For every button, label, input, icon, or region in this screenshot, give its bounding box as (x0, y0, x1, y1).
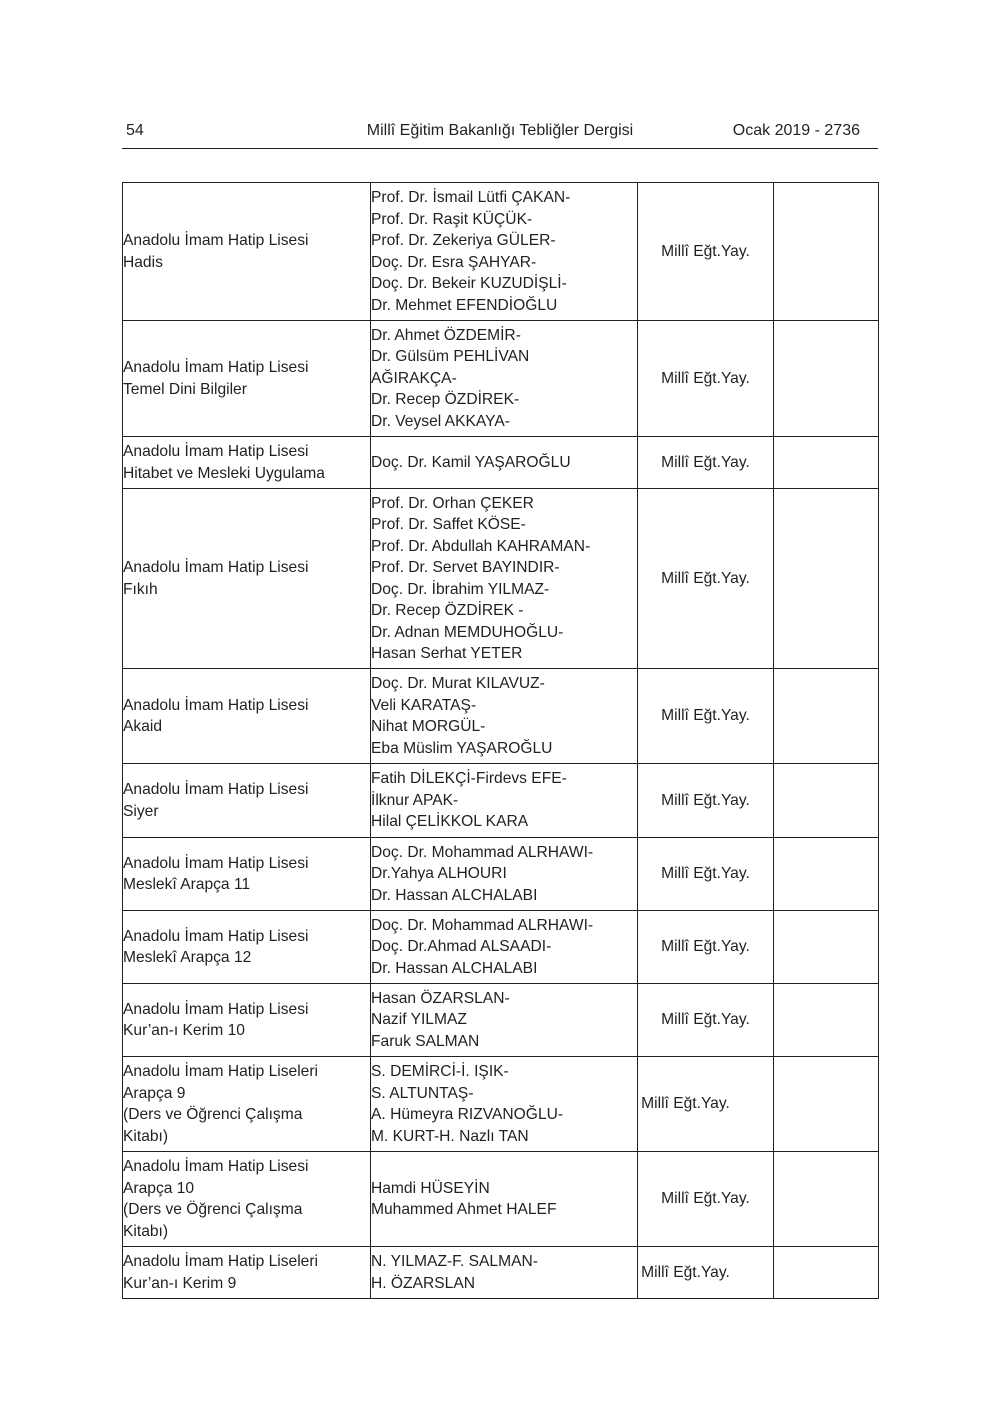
table-row (123, 838, 879, 911)
book-title-line: Anadolu İmam Hatip Lisesi (123, 854, 309, 872)
empty-cell (774, 911, 879, 984)
book-title-line: (Ders ve Öğrenci Çalışma (123, 1201, 303, 1218)
author-line: Dr. Recep ÖZDİREK - (371, 602, 524, 619)
empty-cell (774, 838, 879, 911)
publisher-cell: Millî Eğt.Yay. (638, 1057, 774, 1152)
publisher-cell: Millî Eğt.Yay. (638, 1247, 774, 1299)
book-title-line: Siyer (123, 802, 159, 820)
author-line: Hasan Serhat YETER (371, 645, 523, 662)
book-title-line: Kur’an-ı Kerim 9 (123, 1274, 237, 1292)
authors-cell (371, 1247, 638, 1299)
author-line: Dr. Gülsüm PEHLİVAN (371, 348, 530, 366)
author-line: Dr.Yahya ALHOURI (371, 865, 507, 883)
authors-cell (371, 669, 638, 764)
book-title-line: Anadolu İmam Hatip Liseleri (123, 1063, 319, 1080)
publisher-cell: Millî Eğt.Yay. (638, 764, 774, 838)
book-title-line: Anadolu İmam Hatip Liseleri (123, 1253, 319, 1270)
table-row (123, 764, 879, 838)
book-title-line: Temel Dini Bilgiler (123, 380, 247, 398)
empty-cell (774, 437, 879, 489)
book-title-line: Kur’an-ı Kerim 10 (123, 1022, 245, 1039)
author-line: Eba Müslim YAŞAROĞLU (371, 739, 553, 757)
author-line: Dr. Hassan ALCHALABI (371, 886, 538, 904)
book-title-line: Anadolu İmam Hatip Lisesi (123, 781, 309, 798)
author-line: A. Hümeyra RIZVANOĞLU- (371, 1106, 564, 1123)
publisher-cell: Millî Eğt.Yay. (638, 911, 774, 984)
author-line: Hasan ÖZARSLAN- (371, 989, 510, 1007)
author-line: Dr. Hassan ALCHALABI (371, 959, 538, 977)
page-header (122, 120, 878, 149)
book-title-line: Anadolu İmam Hatip Lisesi (123, 359, 309, 376)
table-row (123, 1057, 879, 1152)
table-row (123, 1152, 879, 1247)
empty-cell (774, 764, 879, 838)
author-line: Veli KARATAŞ- (371, 696, 477, 714)
publisher-cell: Millî Eğt.Yay. (638, 669, 774, 764)
author-line: Dr. Ahmet ÖZDEMİR- (371, 326, 521, 344)
book-title-cell (123, 437, 371, 489)
author-line: Doç. Dr.Ahmad ALSAADI- (371, 938, 552, 956)
book-title-cell (123, 1057, 371, 1152)
book-title-line: Hadis (123, 253, 163, 271)
book-title-cell (123, 321, 371, 437)
book-title-cell (123, 1247, 371, 1299)
book-title-line: Fıkıh (123, 580, 158, 598)
author-line: Nazif YILMAZ (371, 1011, 467, 1029)
book-title-cell (123, 669, 371, 764)
empty-cell (774, 1247, 879, 1299)
empty-cell (774, 321, 879, 437)
empty-cell (774, 1057, 879, 1152)
book-title-line: Anadolu İmam Hatip Lisesi (123, 1158, 309, 1175)
author-line: AĞIRAKÇA- (371, 369, 457, 387)
book-title-line: Kitabı) (123, 1222, 169, 1240)
book-title-line: Akaid (123, 718, 163, 735)
book-title-line: Meslekî Arapça 11 (123, 876, 251, 893)
authors-cell (371, 764, 638, 838)
author-line: H. ÖZARSLAN (371, 1274, 475, 1292)
author-line: Dr. Adnan MEMDUHOĞLU- (371, 623, 564, 641)
authors-cell (371, 838, 638, 911)
book-title-cell (123, 489, 371, 669)
author-line: Doç. Dr. Mohammad ALRHAWI- (371, 843, 594, 861)
book-title-line: Anadolu İmam Hatip Lisesi (123, 927, 309, 945)
table-row (123, 1247, 879, 1299)
empty-cell (774, 984, 879, 1057)
book-title-line: Anadolu İmam Hatip Lisesi (123, 443, 309, 460)
author-line: Dr. Veysel AKKAYA- (371, 412, 510, 430)
table-row (123, 437, 879, 489)
author-line: Prof. Dr. Saffet KÖSE- (371, 516, 526, 533)
author-line: Doç. Dr. Mohammad ALRHAWI- (371, 916, 594, 934)
author-line: Doç. Dr. Esra ŞAHYAR- (371, 253, 537, 271)
publisher-cell: Millî Eğt.Yay. (638, 437, 774, 489)
publisher-cell: Millî Eğt.Yay. (638, 838, 774, 911)
publisher-cell: Millî Eğt.Yay. (638, 489, 774, 669)
author-line: Faruk SALMAN (371, 1032, 480, 1050)
empty-cell (774, 489, 879, 669)
empty-cell (774, 1152, 879, 1247)
empty-cell (774, 183, 879, 321)
author-line: Fatih DİLEKÇİ-Firdevs EFE- (371, 770, 567, 788)
textbook-table-body (123, 183, 879, 1299)
publisher-cell: Millî Eğt.Yay. (638, 183, 774, 321)
author-line: Doç. Dr. Kamil YAŞAROĞLU (371, 453, 571, 471)
journal-title: Millî Eğitim Bakanlığı Tebliğler Dergisi (366, 122, 634, 139)
author-line: Prof. Dr. Abdullah KAHRAMAN- (371, 537, 591, 555)
page-number: 54 (126, 122, 144, 139)
book-title-cell (123, 183, 371, 321)
table-row (123, 321, 879, 437)
book-title-cell (123, 911, 371, 984)
book-title-line: Anadolu İmam Hatip Lisesi (123, 232, 309, 249)
author-line: Dr. Mehmet EFENDİOĞLU (371, 296, 558, 314)
author-line: S. DEMİRCİ-İ. IŞIK- (371, 1063, 509, 1080)
author-line: İlknur APAK- (371, 791, 459, 809)
authors-cell (371, 321, 638, 437)
table-row (123, 183, 879, 321)
author-line: Doç. Dr. Bekeir KUZUDİŞLİ- (371, 275, 567, 292)
empty-cell (774, 669, 879, 764)
author-line: S. ALTUNTAŞ- (371, 1084, 474, 1102)
authors-cell (371, 183, 638, 321)
author-line: Doç. Dr. İbrahim YILMAZ- (371, 580, 550, 598)
authors-cell (371, 437, 638, 489)
book-title-line: Kitabı) (123, 1127, 169, 1145)
author-line: Doç. Dr. Murat KILAVUZ- (371, 675, 545, 692)
author-line: Muhammed Ahmet HALEF (371, 1201, 557, 1218)
issue-label: Ocak 2019 - 2736 (732, 122, 860, 139)
author-line: N. YILMAZ-F. SALMAN- (371, 1253, 538, 1270)
author-line: Hilal ÇELİKKOL KARA (371, 813, 529, 831)
author-line: Hamdi HÜSEYİN (371, 1179, 490, 1197)
book-title-cell (123, 764, 371, 838)
author-line: Nihat MORGÜL- (371, 718, 486, 735)
authors-cell (371, 489, 638, 669)
book-title-cell (123, 984, 371, 1057)
book-title-line: Hitabet ve Mesleki Uygulama (123, 464, 325, 482)
authors-cell (371, 1152, 638, 1247)
author-line: Prof. Dr. Orhan ÇEKER (371, 494, 534, 512)
table-row (123, 669, 879, 764)
table-row (123, 489, 879, 669)
author-line: M. KURT-H. Nazlı TAN (371, 1127, 529, 1145)
book-title-cell (123, 1152, 371, 1247)
book-title-line: Anadolu İmam Hatip Lisesi (123, 1000, 309, 1018)
table-row (123, 911, 879, 984)
book-title-line: Anadolu İmam Hatip Lisesi (123, 559, 309, 576)
publisher-cell: Millî Eğt.Yay. (638, 1152, 774, 1247)
author-line: Prof. Dr. Servet BAYINDIR- (371, 559, 560, 576)
book-title-line: Arapça 10 (123, 1179, 195, 1197)
authors-cell (371, 1057, 638, 1152)
authors-cell (371, 911, 638, 984)
book-title-line: Meslekî Arapça 12 (123, 949, 252, 966)
book-title-line: Anadolu İmam Hatip Lisesi (123, 696, 309, 714)
book-title-line: (Ders ve Öğrenci Çalışma (123, 1106, 303, 1123)
book-title-cell (123, 838, 371, 911)
author-line: Prof. Dr. Zekeriya GÜLER- (371, 232, 556, 249)
authors-cell (371, 984, 638, 1057)
book-title-line: Arapça 9 (123, 1084, 186, 1102)
table-row (123, 984, 879, 1057)
author-line: Prof. Dr. İsmail Lütfi ÇAKAN- (371, 189, 571, 206)
publisher-cell: Millî Eğt.Yay. (638, 984, 774, 1057)
publisher-cell: Millî Eğt.Yay. (638, 321, 774, 437)
textbook-table (122, 182, 879, 1299)
author-line: Dr. Recep ÖZDİREK- (371, 391, 520, 409)
author-line: Prof. Dr. Raşit KÜÇÜK- (371, 210, 533, 228)
